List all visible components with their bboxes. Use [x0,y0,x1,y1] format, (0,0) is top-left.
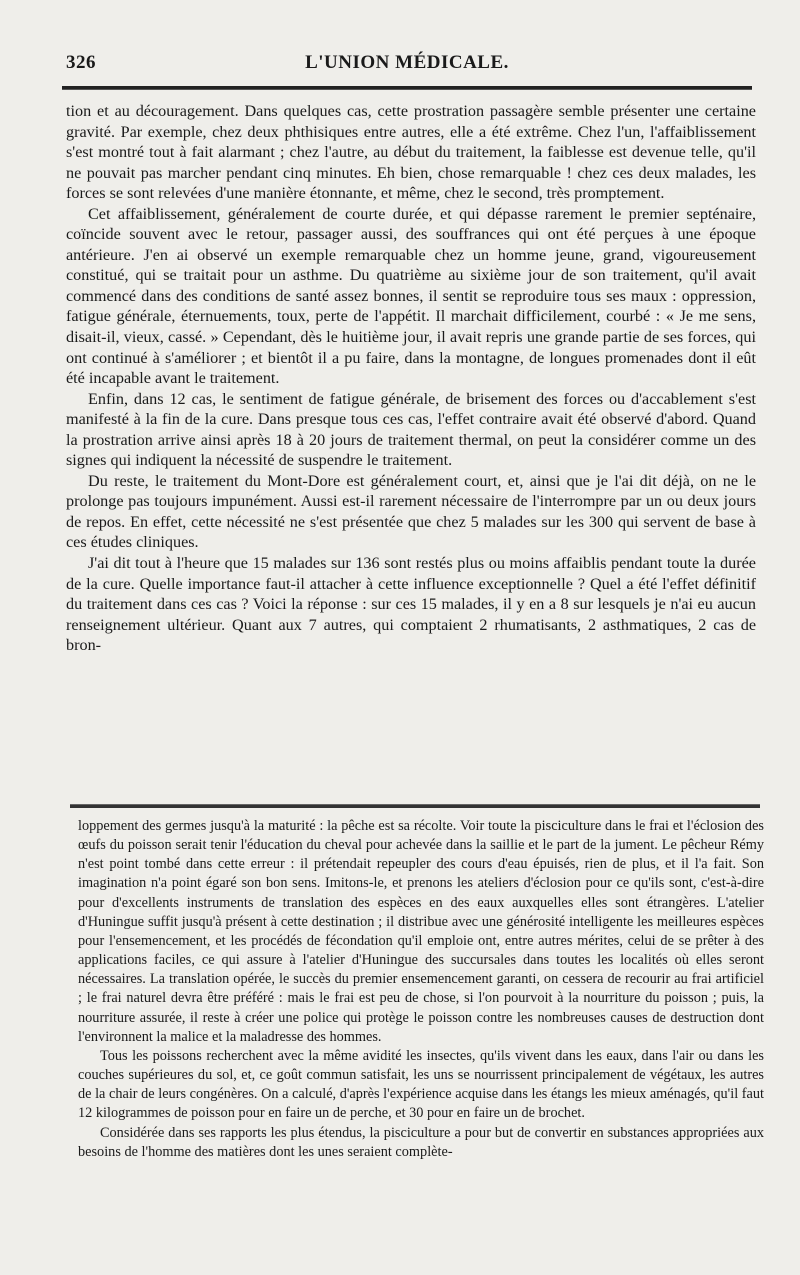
header-rule [62,86,752,90]
main-paragraph: Enfin, dans 12 cas, le sentiment de fatigue générale, de brisement des forces ou d'accablement s'est manifesté à la fin de la cure. Dans presque tous ces cas, l'effet contraire avait été observé d'abord. Quand la prostration arrive ainsi après 18 à 20 jours de traitement thermal, on peut la considérer comme un des signes qui indiquent la nécessité de suspendre le traitement. [66,389,756,470]
main-paragraph: Du reste, le traitement du Mont-Dore est généralement court, et, ainsi que je l'ai dit déjà, on ne le prolonge pas toujours impunément. Aussi est-il rarement nécessaire de l'interrompre par un ou deux jours de repos. En effet, cette nécessité ne s'est présentée que chez 5 malades sur les 300 qui servent de base à ces études cliniques. [66,471,756,552]
page-number: 326 [66,52,96,73]
footnote-paragraph: Tous les poissons recherchent avec la même avidité les insectes, qu'ils vivent dans les eaux, dans l'air ou dans les couches supérieures du sol, et, ce goût commun satisfait, les uns se nourrissent principalement de végétaux, les autres de la chair de leurs congénères. On a calculé, d'après l'expérience acquise dans les étangs les mieux aménagés, qu'il faut 12 kilogrammes de poisson pour en faire un de perche, et 30 pour en faire un de brochet. [78,1047,764,1122]
journal-title: L'UNION MÉDICALE. [305,52,509,73]
footnote-paragraph: loppement des germes jusqu'à la maturité : la pêche est sa récolte. Voir toute la pisciculture dans le frai et l'éclosion des œufs du poisson serait tenir l'éducation du cheval pour achevée dans la saillie et le part de la jument. Le pêcheur Rémy n'est point tombé dans cette erreur : il prétendait repeupler des cours d'eau épuisés, rien de plus, et il l'a fait. Son imagination n'a point égaré son bon sens. Imitons-le, et prenons les ateliers d'éclosion pour ce qu'ils sont, c'est-à-dire pour d'excellents instruments de translation des espèces en des eaux auxquelles elles sont étrangères. L'atelier d'Huningue suffit jusqu'à présent à cette destination ; il distribue avec une générosité intelligente les meilleures espèces pour l'ensemencement, et les procédés de fécondation qu'il emploie ont, entre autres mérites, celui de se prêter à des applications faciles, ce qui assure à l'atelier d'Huningue des succursales dans toutes les localités où elles seront nécessaires. La translation opérée, le succès du premier ensemencement garanti, on cessera de recourir au frai artificiel ; le frai naturel devra être préféré : mais le frai est peu de chose, si l'on pourvoit à la nourriture du poisson ; puis, la nourriture assurée, il reste à créer une police qui protège le poisson contre les nombreuses causes de destruction dont l'environnent la malice et la maladresse des hommes. [78,818,764,1045]
page-header [62,48,752,78]
notes-rule [70,804,760,808]
footnote-text [78,817,764,1162]
footnote-paragraph: Considérée dans ses rapports les plus étendus, la pisciculture a pour but de convertir en substances appropriées aux besoins de l'homme des matières dont les unes seraient complète- [78,1124,764,1160]
main-paragraph: Cet affaiblissement, généralement de courte durée, et qui dépasse rarement le premier septénaire, coïncide souvent avec le retour, passager aussi, des souffrances qui ont été perçues à une époque antérieure. J'en ai observé un exemple remarquable chez un homme jeune, grand, vigoureusement constitué, qui se traitait pour un asthme. Du quatrième au sixième jour de son traitement, qu'il avait commencé dans des conditions de santé assez bonnes, il sentit se reproduire tous ses maux : oppression, fatigue générale, éternuements, toux, perte de l'appétit. Il marchait difficilement, courbé : « Je me sens, disait-il, vieux, cassé. » Cependant, dès le huitième jour, il avait repris une grande partie de ses forces, qui ont continué à s'améliorer ; et bientôt il a pu faire, dans la montagne, de longues promenades dont il eût été incapable avant le traitement. [66,204,756,388]
main-paragraph: J'ai dit tout à l'heure que 15 malades sur 136 sont restés plus ou moins affaiblis pendant toute la durée de la cure. Quelle importance faut-il attacher à cette influence exceptionnelle ? Quel a été l'effet définitif du traitement dans ces cas ? Voici la réponse : sur ces 15 malades, il y en a 8 sur lesquels je n'ai eu aucun renseignement ultérieur. Quant aux 7 autres, qui comptaient 2 rhumatisants, 2 asthmatiques, 2 cas de bron- [66,554,756,655]
main-text [66,101,756,656]
main-paragraph: tion et au découragement. Dans quelques cas, cette prostration passagère semble présenter une certaine gravité. Par exemple, chez deux phthisiques entre autres, elle a été extrême. Chez l'un, l'affaiblissement s'est montré tout à fait alarmant ; chez l'autre, au début du traitement, la faiblesse est devenue telle, qu'il ne pouvait pas marcher pendant cinq minutes. Eh bien, chose remarquable ! chez ces deux malades, les forces se sont relevées d'une manière étonnante, et même, chez le second, très promptement. [66,102,756,203]
